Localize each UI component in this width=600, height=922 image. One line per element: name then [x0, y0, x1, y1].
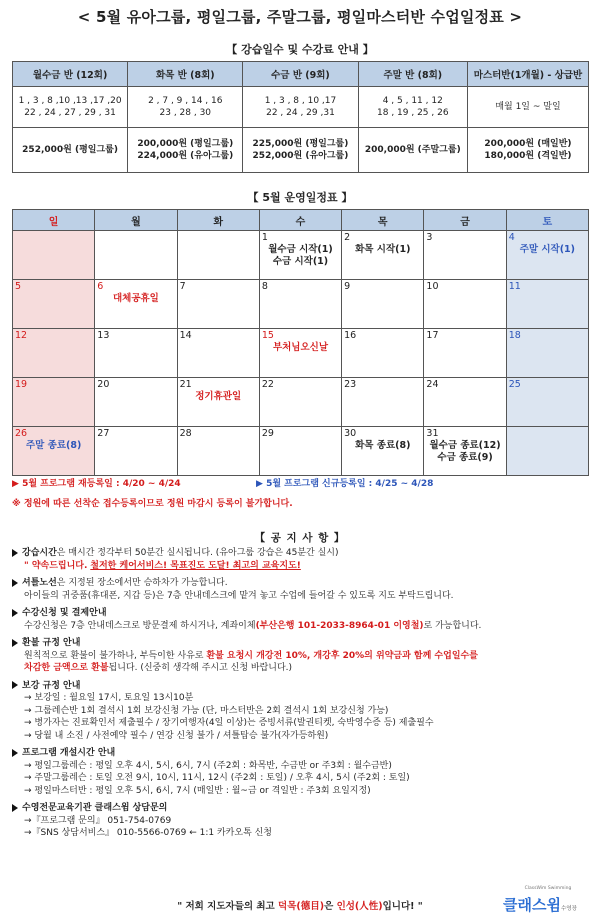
- weekday-header: 일: [13, 210, 95, 231]
- calendar-week-row: [13, 280, 589, 329]
- day-number: 15: [261, 330, 274, 341]
- day-event: 수금 시작(1): [272, 256, 329, 267]
- calendar-day-cell: [342, 378, 424, 427]
- fee-schedule-cell: [358, 87, 467, 128]
- footer-highlight: 덕목(德目): [278, 901, 325, 912]
- notice-line: →『프로그램 문의』 051-754-0769: [24, 815, 172, 826]
- new-registration-label: 5월 프로그램 신규등록일 :: [266, 479, 373, 489]
- day-number: 25: [508, 379, 521, 390]
- day-number: 13: [97, 330, 110, 341]
- day-number: 8: [261, 281, 268, 292]
- notice-makeup: [12, 680, 592, 743]
- day-number: 16: [344, 330, 357, 341]
- notice-text: 원칙적으로 환불이 불가하나, 부득이한 사유로: [24, 650, 204, 661]
- new-registration-dates: 4/25 ~ 4/28: [375, 479, 434, 489]
- notice-line: → 주말그룹레슨 : 토일 오전 9시, 10시, 11시, 12시 (주2회 : 토일) / 오후 4시, 5시 (주2회 : 토일): [24, 773, 410, 783]
- day-number: 23: [344, 379, 357, 390]
- classwim-logo: [503, 888, 593, 916]
- reregistration-info: [12, 476, 181, 489]
- notice-heading: 수강신청 및 결제안내: [22, 608, 107, 618]
- schedule-days: 22 , 24 , 29 ,31: [266, 108, 335, 118]
- calendar-day-cell: [259, 378, 341, 427]
- calendar-day-cell: [13, 378, 95, 427]
- schedule-days: 매월 1일 ~ 말일: [495, 102, 561, 112]
- fee-schedule-row: [13, 87, 589, 128]
- arrow-right-icon: ▶: [12, 479, 19, 489]
- price-value: 224,000원 (유아그룹): [137, 151, 234, 161]
- fee-price-row: [13, 128, 589, 173]
- day-number: 7: [179, 281, 186, 292]
- weekday-header: 화: [177, 210, 259, 231]
- triangle-bullet-icon: [12, 549, 18, 557]
- notice-text: 수강신청은 7층 안내데스크로 방문결제 하시거나, 계좌이체: [24, 620, 256, 631]
- fee-header-row: [13, 62, 589, 87]
- schedule-days: 4 , 5 , 11 , 12: [382, 96, 443, 106]
- day-number: 26: [15, 428, 28, 439]
- notice-line: → 병가자는 진료확인서 제출필수 / 장기여행자(4일 이상)는 증빙서류(발권티켓, 숙박영수증 등) 제출필수: [24, 718, 434, 728]
- bank-account: (부산은행 101-2033-8964-01 이영철): [255, 620, 424, 631]
- promise-text: " 약속드립니다.: [24, 560, 88, 571]
- notice-lesson-time: [12, 547, 592, 572]
- triangle-bullet-icon: [12, 749, 18, 757]
- calendar-day-cell: [424, 427, 506, 476]
- day-number: 1: [261, 232, 268, 243]
- calendar-week-row: [13, 427, 589, 476]
- fee-schedule-cell: [243, 87, 358, 128]
- price-value: 200,000원 (매일반): [484, 139, 572, 149]
- day-event: 화목 종료(8): [355, 440, 411, 451]
- reregistration-label: 5월 프로그램 재등록일 :: [22, 479, 120, 489]
- notice-line: → 평일그룹레슨 : 평일 오후 4시, 5시, 6시, 7시 (주2회 : 화목반, 수금반 or 주3회 : 월수금반): [24, 760, 392, 771]
- calendar-day-cell: [177, 378, 259, 427]
- calendar-day-cell: [506, 280, 588, 329]
- notice-program-times: [12, 747, 592, 797]
- fee-schedule-cell: [128, 87, 243, 128]
- calendar-day-cell: [259, 329, 341, 378]
- price-value: 252,000원 (평일그룹): [22, 145, 118, 155]
- schedule-days: 2 , 7 , 9 , 14 , 16: [148, 96, 223, 106]
- refund-penalty: 환불 요청시 개강전 10%, 개강후 20%의 위약금과 함께 수업일수를: [206, 650, 478, 661]
- fee-column-header: 수금 반 (9회): [243, 62, 358, 87]
- calendar-day-cell: [177, 231, 259, 280]
- day-number: 18: [508, 330, 521, 341]
- schedule-days: 22 , 24 , 27 , 29 , 31: [24, 108, 116, 118]
- notice-text: 은 매시간 정각부터 50분간 실시됩니다. (유아그룹 강습은 45분간 실시): [56, 548, 339, 558]
- calendar-day-cell: [342, 329, 424, 378]
- day-number: 9: [344, 281, 351, 292]
- day-number: 4: [508, 232, 515, 243]
- weekday-header: 목: [342, 210, 424, 231]
- reregistration-dates: 4/20 ~ 4/24: [122, 479, 181, 489]
- day-number: 2: [344, 232, 351, 243]
- schedule-days: 23 , 28 , 30: [159, 108, 212, 118]
- calendar-title: 【 5월 운영일정표 】: [247, 191, 353, 204]
- notice-text: 로 가능합니다.: [423, 620, 482, 631]
- fee-column-header: 화목 반 (8회): [128, 62, 243, 87]
- footer-text: 입니다! ": [382, 901, 423, 912]
- price-value: 252,000원 (유아그룹): [252, 151, 349, 161]
- notice-text: 됩니다. (신중히 생각해 주시고 신청 바랍니다.): [108, 663, 293, 673]
- calendar-week-row: [13, 231, 589, 280]
- day-number: 24: [426, 379, 439, 390]
- calendar-day-cell: [13, 280, 95, 329]
- fee-price-cell: [128, 128, 243, 173]
- calendar-week-row: [13, 378, 589, 427]
- day-number: 28: [179, 428, 192, 439]
- triangle-bullet-icon: [12, 681, 18, 689]
- weekday-header: 수: [259, 210, 341, 231]
- notice-heading: 셔틀노선: [22, 578, 57, 588]
- calendar-day-cell: [13, 427, 95, 476]
- calendar-day-cell: [342, 427, 424, 476]
- notice-line: →『SNS 상담서비스』 010-5566-0769 ← 1:1 카카오톡 신청: [24, 828, 273, 838]
- calendar-day-cell: [424, 231, 506, 280]
- day-number: 27: [97, 428, 110, 439]
- fee-schedule-cell: [468, 87, 589, 128]
- footer-text: 은: [324, 901, 337, 912]
- notice-heading: 환불 규정 안내: [22, 638, 81, 648]
- footer-text: " 저희 지도자들의 최고: [177, 901, 279, 912]
- day-event: 수금 종료(9): [437, 452, 493, 463]
- calendar-day-cell: [259, 427, 341, 476]
- notice-title: 【 공 지 사 항 】: [254, 532, 346, 544]
- notice-heading: 프로그램 개설시간 안내: [22, 748, 116, 758]
- day-event: 주말 종료(8): [25, 440, 82, 451]
- calendar-day-cell: [506, 378, 588, 427]
- calendar-day-cell: [95, 231, 177, 280]
- calendar-day-cell: [177, 427, 259, 476]
- price-value: 225,000원 (평일그룹): [252, 139, 349, 149]
- calendar-day-cell: [95, 427, 177, 476]
- day-number: 30: [344, 428, 357, 439]
- day-number: 10: [426, 281, 439, 292]
- day-number: 6: [97, 281, 104, 292]
- notice-line: → 당월 내 소진 / 사전예약 필수 / 연강 신청 불가 / 셔틀탑승 불가(자가등하원): [24, 730, 329, 741]
- schedule-days: 1 , 3 , 8 ,10 ,13 ,17 ,20: [18, 96, 122, 106]
- day-event: 월수금 종료(12): [429, 440, 501, 451]
- logo-brand: 클래스윔: [503, 896, 561, 914]
- day-number: 5: [15, 281, 22, 292]
- price-value: 180,000원 (격일반): [484, 151, 572, 161]
- fee-price-cell: [243, 128, 358, 173]
- calendar-day-cell: [506, 231, 588, 280]
- schedule-days: 18 , 19 , 25 , 26: [377, 108, 449, 118]
- price-value: 200,000원 (평일그룹): [137, 139, 234, 149]
- capacity-warning: ※ 정원에 따른 선착순 접수등록이므로 정원 마감시 등록이 불가합니다.: [12, 499, 293, 509]
- notice-list: [12, 547, 592, 845]
- calendar-day-cell: [506, 329, 588, 378]
- logo-small-text: ClassWim Swimming: [524, 886, 572, 891]
- notice-line: → 평일마스터반 : 평일 오후 5시, 6시, 7시 (매일반 : 월~금 or 격일반 : 주3회 요일지정): [24, 785, 371, 796]
- day-event: 주말 시작(1): [519, 244, 575, 255]
- calendar-day-cell: [424, 280, 506, 329]
- promise-underlined: 철저한 케어서비스! 목표진도 도달! 최고의 교육지도!: [90, 560, 301, 571]
- calendar-day-cell: [424, 378, 506, 427]
- fee-column-header: 주말 반 (8회): [358, 62, 467, 87]
- weekday-header: 월: [95, 210, 177, 231]
- notice-text: 아이들의 귀중품(휴대폰, 지갑 등)은 7층 안내데스크에 맡겨 놓고 수업에 들어갈 수 있도록 지도 부탁드립니다.: [24, 590, 454, 601]
- new-registration-info: [256, 476, 433, 489]
- fee-price-cell: [13, 128, 128, 173]
- calendar-day-cell: [177, 329, 259, 378]
- calendar-week-row: [13, 329, 589, 378]
- calendar-day-cell: [95, 378, 177, 427]
- logo-sub: 수영장: [560, 906, 577, 912]
- notice-payment: [12, 607, 592, 632]
- fee-section-title: 【 강습일수 및 수강료 안내 】: [226, 43, 374, 56]
- day-number: 12: [15, 330, 28, 341]
- weekday-header: 토: [506, 210, 588, 231]
- fee-price-cell: [468, 128, 589, 173]
- footer-highlight: 인성(人性): [336, 901, 383, 912]
- notice-heading: 수영전문교육기관 클래스윔 상담문의: [22, 803, 168, 813]
- day-number: 29: [261, 428, 274, 439]
- day-event: 정기휴관일: [195, 391, 242, 402]
- fee-schedule-cell: [13, 87, 128, 128]
- page-title: < 5월 유아그룹, 평일그룹, 주말그룹, 평일마스터반 수업일정표 >: [77, 8, 523, 26]
- calendar-day-cell: [342, 231, 424, 280]
- day-number: 19: [15, 379, 28, 390]
- calendar-day-cell: [95, 329, 177, 378]
- calendar-day-cell: [95, 280, 177, 329]
- calendar-day-cell: [259, 231, 341, 280]
- notice-line: → 그룹레슨반 1회 결석시 1회 보강신청 가능 (단, 마스터반은 2회 결석시 1회 보강신청 가능): [24, 705, 389, 716]
- notice-heading: 보강 규정 안내: [22, 680, 81, 691]
- day-event: 부처님오신날: [272, 342, 329, 353]
- arrow-right-icon: ▶: [256, 479, 263, 489]
- day-number: 11: [508, 281, 521, 292]
- refund-penalty: 차감한 금액으로 환불: [24, 663, 109, 673]
- fee-column-header: 마스터반(1개월) - 상급반: [468, 62, 589, 87]
- weekday-header: 금: [424, 210, 506, 231]
- notice-heading: 강습시간: [22, 548, 57, 558]
- notice-contact: [12, 802, 592, 840]
- calendar-day-cell: [506, 427, 588, 476]
- day-event: 대체공휴일: [112, 293, 159, 304]
- price-value: 200,000원 (주말그룹): [364, 145, 461, 155]
- calendar-day-cell: [424, 329, 506, 378]
- notice-line: → 보강일 : 월요일 17시, 토요일 13시10분: [24, 693, 194, 703]
- day-number: 3: [426, 232, 433, 243]
- schedule-days: 1 , 3 , 8 , 10 ,17: [264, 96, 337, 106]
- day-event: 화목 시작(1): [355, 244, 411, 255]
- triangle-bullet-icon: [12, 639, 18, 647]
- day-number: 22: [261, 379, 274, 390]
- notice-text: 은 지정된 장소에서만 승하차가 가능합니다.: [56, 578, 228, 588]
- calendar-day-cell: [259, 280, 341, 329]
- calendar-day-cell: [342, 280, 424, 329]
- fee-column-header: 월수금 반 (12회): [13, 62, 128, 87]
- fee-price-cell: [358, 128, 467, 173]
- calendar-day-cell: [177, 280, 259, 329]
- triangle-bullet-icon: [12, 609, 18, 617]
- day-number: 31: [426, 428, 439, 439]
- fee-table: [12, 61, 589, 173]
- notice-shuttle: [12, 577, 592, 602]
- triangle-bullet-icon: [12, 579, 18, 587]
- day-number: 14: [179, 330, 192, 341]
- day-number: 17: [426, 330, 439, 341]
- triangle-bullet-icon: [12, 804, 18, 812]
- calendar-table: [12, 209, 589, 476]
- day-number: 20: [97, 379, 110, 390]
- day-event: 월수금 시작(1): [268, 244, 333, 255]
- calendar-day-cell: [13, 329, 95, 378]
- calendar-weekday-row: [13, 210, 589, 231]
- calendar-day-cell: [13, 231, 95, 280]
- day-number: 21: [179, 379, 192, 390]
- notice-refund: [12, 637, 592, 675]
